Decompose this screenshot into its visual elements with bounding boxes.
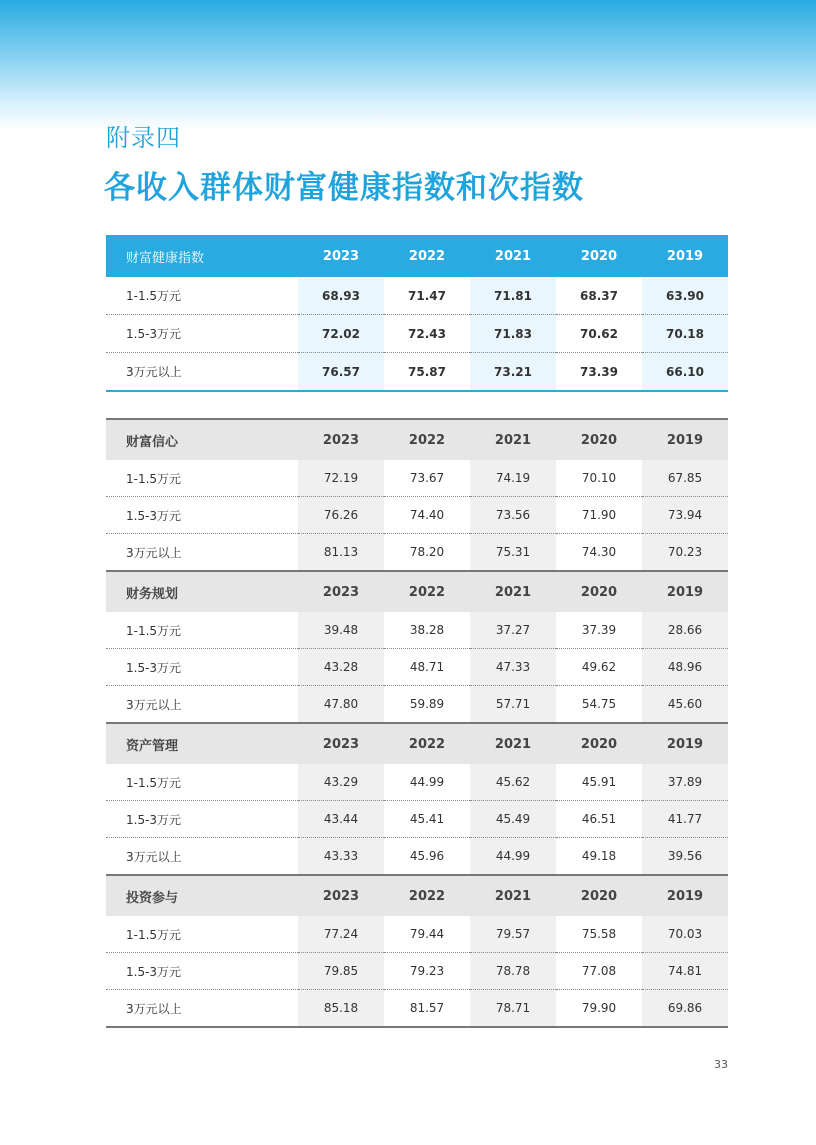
value-cell: 74.30	[556, 534, 642, 572]
value-cell: 74.40	[384, 497, 470, 534]
value-cell: 85.18	[298, 990, 384, 1028]
value-cell: 39.56	[642, 838, 728, 876]
value-cell: 43.29	[298, 764, 384, 801]
table-header-row	[106, 419, 728, 460]
table-header-row	[106, 571, 728, 612]
value-cell: 45.60	[642, 686, 728, 724]
value-cell: 73.94	[642, 497, 728, 534]
value-cell: 74.81	[642, 953, 728, 990]
value-cell: 79.23	[384, 953, 470, 990]
value-cell: 77.08	[556, 953, 642, 990]
value-cell: 72.19	[298, 460, 384, 497]
income-group-label: 1-1.5万元	[106, 460, 298, 497]
wealth-health-index-table	[106, 235, 728, 392]
value-cell: 67.85	[642, 460, 728, 497]
section-heading: 财富信心	[106, 419, 298, 460]
table-header-row	[106, 875, 728, 916]
value-cell: 37.89	[642, 764, 728, 801]
value-cell: 77.24	[298, 916, 384, 953]
value-cell: 45.62	[470, 764, 556, 801]
value-cell: 71.47	[384, 277, 470, 315]
value-cell: 75.87	[384, 353, 470, 392]
value-cell: 28.66	[642, 612, 728, 649]
year-header: 2021	[470, 875, 556, 916]
table-row	[106, 315, 728, 353]
income-group-label: 1.5-3万元	[106, 801, 298, 838]
value-cell: 59.89	[384, 686, 470, 724]
income-group-label: 1-1.5万元	[106, 764, 298, 801]
value-cell: 73.39	[556, 353, 642, 392]
value-cell: 63.90	[642, 277, 728, 315]
value-cell: 71.83	[470, 315, 556, 353]
income-group-label: 1-1.5万元	[106, 277, 298, 315]
table-row	[106, 990, 728, 1028]
value-cell: 75.31	[470, 534, 556, 572]
income-group-label: 1.5-3万元	[106, 953, 298, 990]
table-row	[106, 277, 728, 315]
income-group-label: 3万元以上	[126, 1001, 182, 1016]
section-heading: 财富健康指数	[106, 235, 298, 277]
income-group-label: 1-1.5万元	[106, 916, 298, 953]
table-row	[106, 534, 728, 572]
value-cell: 37.27	[470, 612, 556, 649]
year-header: 2022	[384, 571, 470, 612]
value-cell: 79.90	[556, 990, 642, 1028]
value-cell: 73.67	[384, 460, 470, 497]
year-header: 2023	[298, 571, 384, 612]
value-cell: 74.19	[470, 460, 556, 497]
year-header: 2020	[556, 571, 642, 612]
section-heading: 投资参与	[106, 875, 298, 916]
year-header: 2023	[298, 419, 384, 460]
value-cell: 44.99	[470, 838, 556, 876]
page-number: 33	[714, 1058, 728, 1071]
value-cell: 38.28	[384, 612, 470, 649]
year-header: 2023	[298, 875, 384, 916]
value-cell: 48.71	[384, 649, 470, 686]
value-cell: 49.62	[556, 649, 642, 686]
year-header: 2022	[384, 723, 470, 764]
year-header: 2020	[556, 419, 642, 460]
value-cell: 45.91	[556, 764, 642, 801]
value-cell: 70.62	[556, 315, 642, 353]
value-cell: 79.44	[384, 916, 470, 953]
value-cell: 46.51	[556, 801, 642, 838]
appendix-label: 附录四	[106, 124, 181, 152]
value-cell: 43.28	[298, 649, 384, 686]
year-header: 2020	[556, 723, 642, 764]
table-row	[106, 612, 728, 649]
table-row	[106, 801, 728, 838]
year-header: 2019	[642, 571, 728, 612]
value-cell: 79.85	[298, 953, 384, 990]
value-cell: 71.81	[470, 277, 556, 315]
year-header: 2021	[470, 235, 556, 277]
table-row	[106, 460, 728, 497]
value-cell: 47.80	[298, 686, 384, 724]
income-group-label: 3万元以上	[126, 849, 182, 864]
value-cell: 57.71	[470, 686, 556, 724]
income-group-label: 1.5-3万元	[106, 315, 298, 353]
year-header: 2021	[470, 571, 556, 612]
value-cell: 54.75	[556, 686, 642, 724]
value-cell: 76.57	[298, 353, 384, 392]
value-cell: 78.71	[470, 990, 556, 1028]
income-group-label: 3万元以上	[126, 697, 182, 712]
value-cell: 45.49	[470, 801, 556, 838]
value-cell: 70.03	[642, 916, 728, 953]
value-cell: 49.18	[556, 838, 642, 876]
value-cell: 70.10	[556, 460, 642, 497]
value-cell: 37.39	[556, 612, 642, 649]
value-cell: 39.48	[298, 612, 384, 649]
value-cell: 43.44	[298, 801, 384, 838]
value-cell: 68.93	[298, 277, 384, 315]
value-cell: 44.99	[384, 764, 470, 801]
value-cell: 47.33	[470, 649, 556, 686]
table-row	[106, 649, 728, 686]
value-cell: 78.20	[384, 534, 470, 572]
table-row	[106, 353, 728, 392]
year-header: 2022	[384, 235, 470, 277]
table-header-row	[106, 723, 728, 764]
table-row	[106, 686, 728, 724]
value-cell: 41.77	[642, 801, 728, 838]
value-cell: 73.21	[470, 353, 556, 392]
value-cell: 79.57	[470, 916, 556, 953]
year-header: 2023	[298, 723, 384, 764]
value-cell: 71.90	[556, 497, 642, 534]
value-cell: 76.26	[298, 497, 384, 534]
value-cell: 72.43	[384, 315, 470, 353]
page-title: 各收入群体财富健康指数和次指数	[104, 170, 584, 206]
value-cell: 48.96	[642, 649, 728, 686]
income-group-label: 1.5-3万元	[106, 497, 298, 534]
value-cell: 43.33	[298, 838, 384, 876]
income-group-label: 1-1.5万元	[106, 612, 298, 649]
year-header: 2021	[470, 723, 556, 764]
table-row	[106, 838, 728, 876]
year-header: 2022	[384, 875, 470, 916]
income-group-label: 3万元以上	[126, 365, 182, 379]
income-group-label: 3万元以上	[126, 545, 182, 560]
value-cell: 69.86	[642, 990, 728, 1028]
value-cell: 68.37	[556, 277, 642, 315]
section-heading: 财务规划	[106, 571, 298, 612]
table-row	[106, 497, 728, 534]
value-cell: 75.58	[556, 916, 642, 953]
value-cell: 45.96	[384, 838, 470, 876]
header-gradient-band	[0, 0, 816, 130]
table-header-row	[106, 235, 728, 277]
year-header: 2019	[642, 235, 728, 277]
table-row	[106, 953, 728, 990]
year-header: 2019	[642, 875, 728, 916]
section-heading: 资产管理	[106, 723, 298, 764]
value-cell: 66.10	[642, 353, 728, 392]
table-row	[106, 916, 728, 953]
value-cell: 72.02	[298, 315, 384, 353]
table-row	[106, 764, 728, 801]
value-cell: 70.18	[642, 315, 728, 353]
year-header: 2021	[470, 419, 556, 460]
sub-index-table	[106, 418, 728, 1028]
value-cell: 73.56	[470, 497, 556, 534]
year-header: 2020	[556, 235, 642, 277]
year-header: 2020	[556, 875, 642, 916]
value-cell: 81.57	[384, 990, 470, 1028]
year-header: 2023	[298, 235, 384, 277]
value-cell: 45.41	[384, 801, 470, 838]
year-header: 2022	[384, 419, 470, 460]
value-cell: 70.23	[642, 534, 728, 572]
income-group-label: 1.5-3万元	[106, 649, 298, 686]
year-header: 2019	[642, 419, 728, 460]
year-header: 2019	[642, 723, 728, 764]
value-cell: 81.13	[298, 534, 384, 572]
value-cell: 78.78	[470, 953, 556, 990]
